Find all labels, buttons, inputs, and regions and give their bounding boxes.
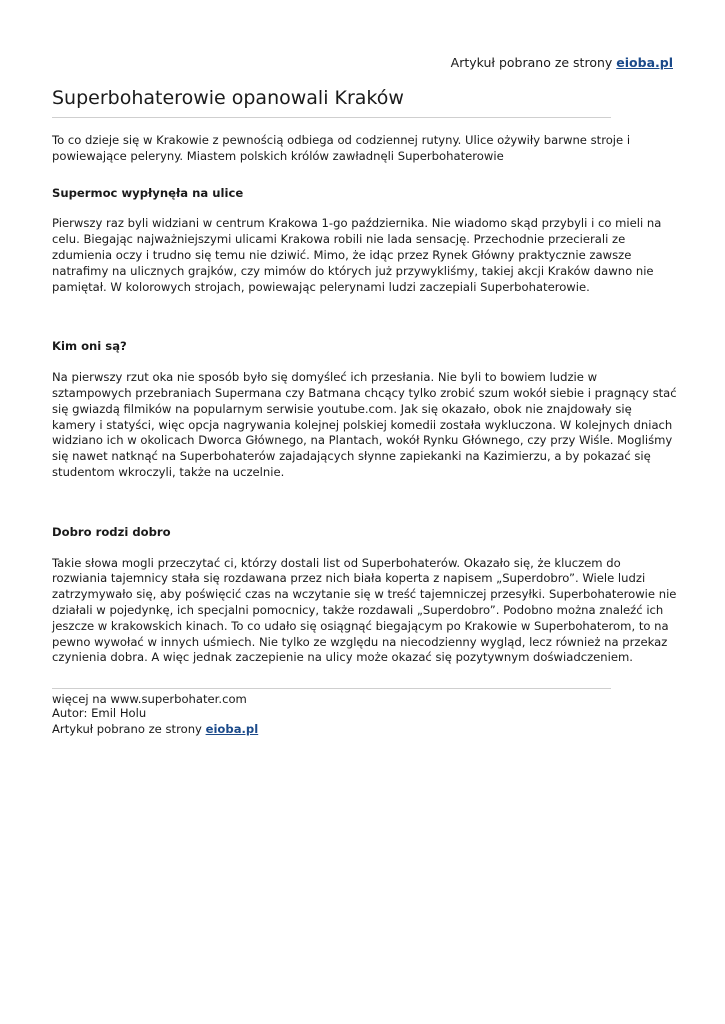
- author-line: Autor: Emil Holu: [52, 706, 147, 720]
- section-body-supermoc: Pierwszy raz byli widziani w centrum Krakowa 1-go października. Nie wiadomo skąd przybyli i co mieli na celu. Biegając najważniejszymi ulicami Krakowa robili nie lada sensację. Przechodnie przecierali ze zdumienia oczy i trudno się temu nie dziwić. Mimo, że idąc przez Rynek Główny praktycznie zawsze natrafimy na ulicznych grajków, czy mimów do których już przywykliśmy, takiej akcji Kraków dawno nie pamiętał. W kolorowych strojach, powiewając pelerynami ludzi zaczepiali Superbohaterowie.: [52, 216, 662, 294]
- article-body: [52, 133, 677, 708]
- section-heading-dobro: Dobro rodzi dobro: [52, 524, 171, 539]
- title-divider: [52, 117, 611, 118]
- section-heading-kim-oni-sa: Kim oni są?: [52, 339, 127, 354]
- article-intro: To co dzieje się w Krakowie z pewnością odbiega od codziennej rutyny. Ulice ożywiły barwne stroje i powiewające peleryny. Miastem polskich królów zawładnęli Superbohaterowie: [52, 133, 631, 163]
- source-header: [451, 55, 673, 71]
- footer-source: [52, 721, 258, 737]
- footer-divider: [52, 688, 611, 689]
- section-body-kim-oni-sa: Na pierwszy rzut oka nie sposób było się domyśleć ich przesłania. Nie byli to bowiem ludzie w sztampowych przebraniach Supermana czy Batmana chcący tylko zrobić szum wokół siebie i pragnący stać się gwiazdą filmików na popularnym serwisie youtube.com. Jak się okazało, obok nie znajdowały się kamery i statyści, więc opcja nagrywania kolejnej polskiej komedii została wykluczona. W kolejnych dniach widziano ich w okolicach Dworca Głównego, na Plantach, wokół Rynku Głównego, czy przy Wiśle. Mogliśmy się nawet natknąć na Superbohaterów zajadających słynne zapiekanki na Kazimierzu, a by pokazać się studentom wkroczyli, także na uczelnie.: [52, 370, 677, 479]
- article-footer: [52, 705, 258, 737]
- source-header-text: Artykuł pobrano ze strony: [450, 55, 613, 70]
- source-header-link[interactable]: eioba.pl: [616, 55, 673, 70]
- section-heading-supermoc: Supermoc wypłynęła na ulice: [52, 185, 244, 200]
- footer-source-link[interactable]: eioba.pl: [205, 722, 259, 736]
- section-body-dobro: Takie słowa mogli przeczytać ci, którzy dostali list od Superbohaterów. Okazało się, że kluczem do rozwiania tajemnicy stała się rozdawana przez nich biała koperta z napisem „Superdobro”. Wiele ludzi zatrzymywało się, aby poświęcić czas na wczytanie się w treść tajemniczej przesyłki. Superbohaterowie nie działali w pojedynkę, ich specjalni pomocnicy, także rozdawali „Superdobro”. Podobno można znaleźć ich jeszcze w krakowskich kinach. To co udało się osiągnąć biegającym po Krakowie w Superbohaterom, to na pewno wywołać w innych uśmiech. Nie tylko ze względu na niecodzienny wygląd, lecz również na przekaz czynienia dobra. A więc jednak zaczepienie na ulicy może okazać się pozytywnym doświadczeniem.: [52, 555, 677, 665]
- more-info-link[interactable]: więcej na www.superbohater.com: [52, 692, 247, 707]
- article-title: Superbohaterowie opanowali Kraków: [52, 87, 404, 109]
- footer-source-text: Artykuł pobrano ze strony: [52, 722, 202, 736]
